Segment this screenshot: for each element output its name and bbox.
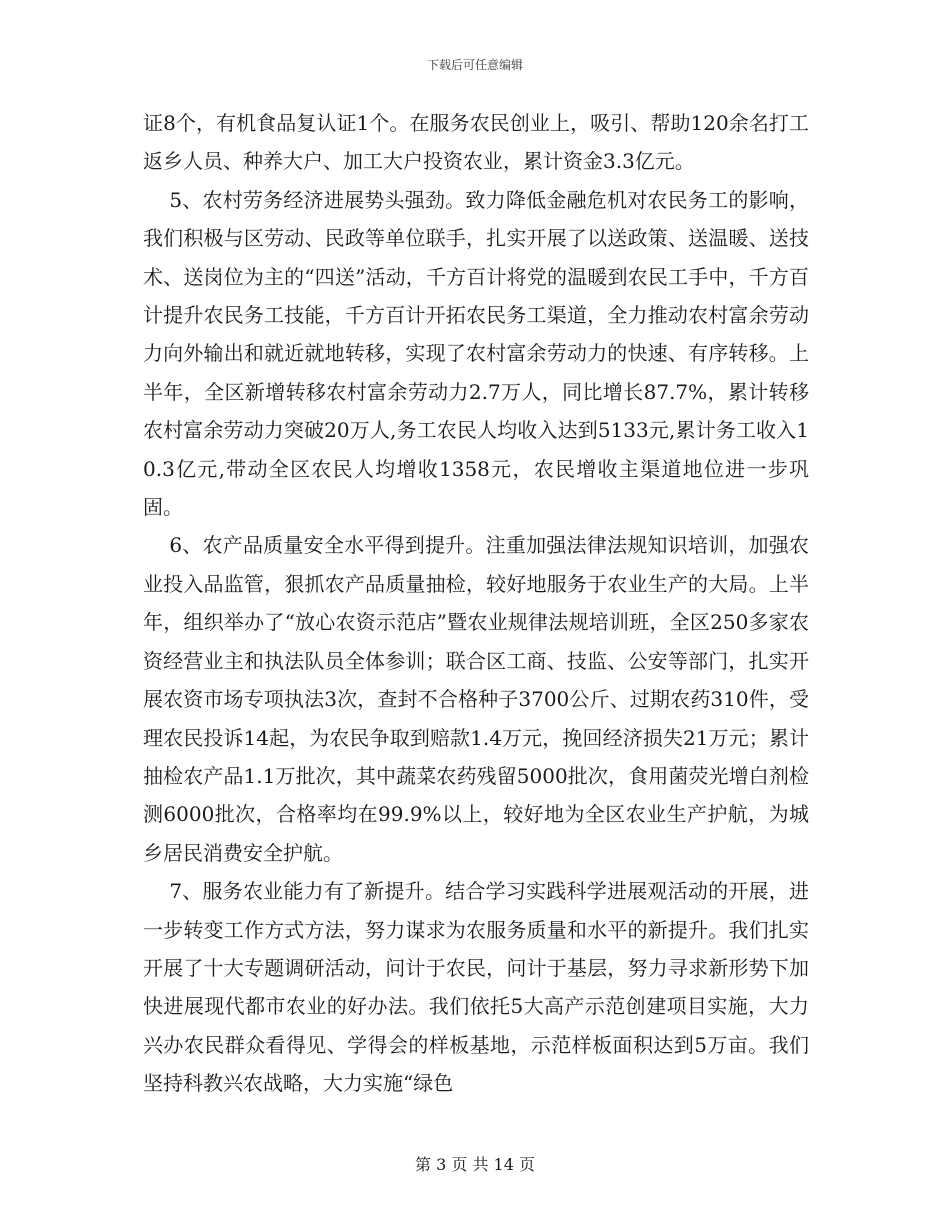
body-paragraph: 6、农产品质量安全水平得到提升。注重加强法律法规知识培训，加强农业投入品监管，狠抓农产品质量抽检，较好地服务于农业生产的大局。上半年，组织举办了“放心农资示范店”暨农业规律法规培训班，全区250多家农资经营业主和执法队员全体参训；联合区工商、技监、公安等部门，扎实开展农资市场专项执法3次，查封不合格种子3700公斤、过期农药310件，受理农民投诉14起，为农民争取到赔款1.4万元，挽回经济损失21万元；累计抽检农产品1.1万批次，其中蔬菜农药残留5000批次，食用菌荧光增白剂检测6000批次，合格率均在99.9%以上，较好地为全区农业生产护航，为城乡居民消费安全护航。 [143,533,809,865]
body-paragraph: 5、农村劳务经济进展势头强劲。致力降低金融危机对农民务工的影响，我们积极与区劳动、民政等单位联手，扎实开展了以送政策、送温暖、送技术、送岗位为主的“四送”活动，千方百计将党的温暖到农民工手中，千方百计提升农民务工技能，千方百计开拓农民务工渠道，全力推动农村富余劳动力向外输出和就近就地转移，实现了农村富余劳动力的快速、有序转移。上半年，全区新增转移农村富余劳动力2.7万人，同比增长87.7%，累计转移农村富余劳动力突破20万人,务工农民人均收入达到5133元,累计务工收入10.3亿元,带动全区农民人均增收1358元，农民增收主渠道地位进一步巩固。 [143,187,809,520]
page-header: 下载后可任意编辑 [426,58,523,72]
page-number: 第 3 页 共 14 页 [415,1155,535,1174]
body-paragraph: 证8个，有机食品复认证1个。在服务农民创业上，吸引、帮助120余名打工返乡人员、种养大户、加工大户投资农业，累计资金3.3亿元。 [143,111,809,174]
body-paragraph: 7、服务农业能力有了新提升。结合学习实践科学进展观活动的开展，进一步转变工作方式方法，努力谋求为农服务质量和水平的新提升。我们扎实开展了十大专题调研活动，问计于农民，问计于基层，努力寻求新形势下加快进展现代都市农业的好办法。我们依托5大高产示范创建项目实施，大力兴办农民群众看得见、学得会的样板基地，示范样板面积达到5万亩。我们坚持科教兴农战略，大力实施“绿色 [143,879,809,1096]
document-body [143,104,809,1103]
